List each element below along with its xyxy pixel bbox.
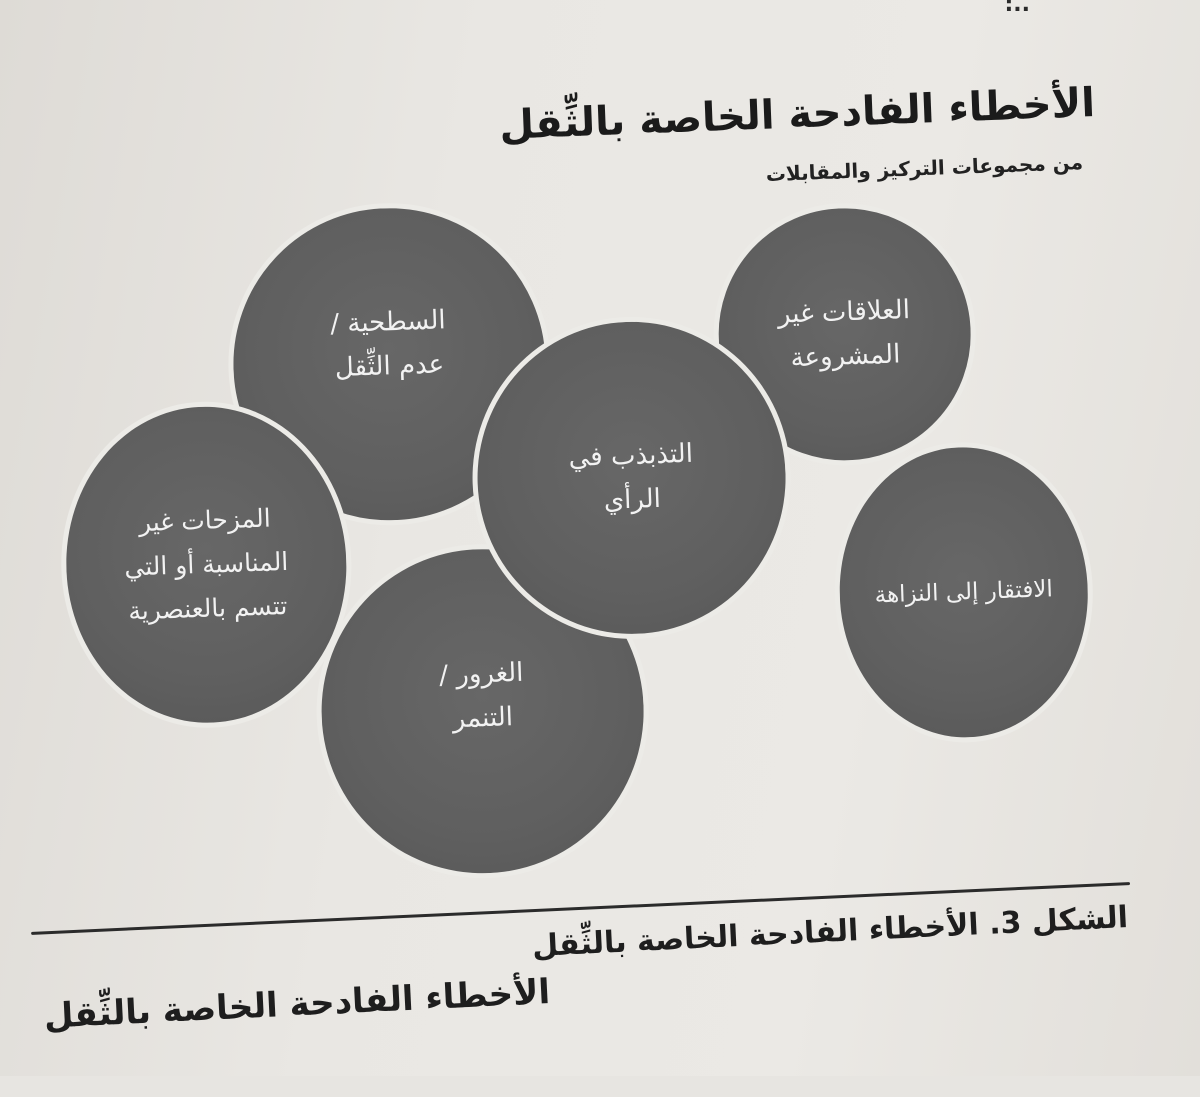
bubble-label: الافتقار إلى النزاهة [874,576,1054,609]
previous-text-fragment: ..: [1004,0,1030,17]
section-heading: الأخطاء الفادحة الخاصة بالثِّقل [42,972,551,1037]
bubble-label: العلاقات غير المشروعة [777,295,911,374]
bubble-label: المزحات غير المناسبة أو التي تتسم بالعنصرية [123,503,289,626]
bubble-label: الغرور / التنمر [438,657,524,735]
bubble-label: السطحية / عدم الثِّقل [329,305,447,384]
figure-title: الأخطاء الفادحة الخاصة بالثِّقل [498,80,1096,149]
figure-subtitle: من مجموعات التركيز والمقابلات [765,150,1084,187]
bubble-label: التذبذب في الرأي [568,438,694,516]
bubble-lack-of-integrity [830,438,1098,747]
figure-caption: الشكل 3. الأخطاء الفادحة الخاصة بالثِّقل [531,900,1129,965]
